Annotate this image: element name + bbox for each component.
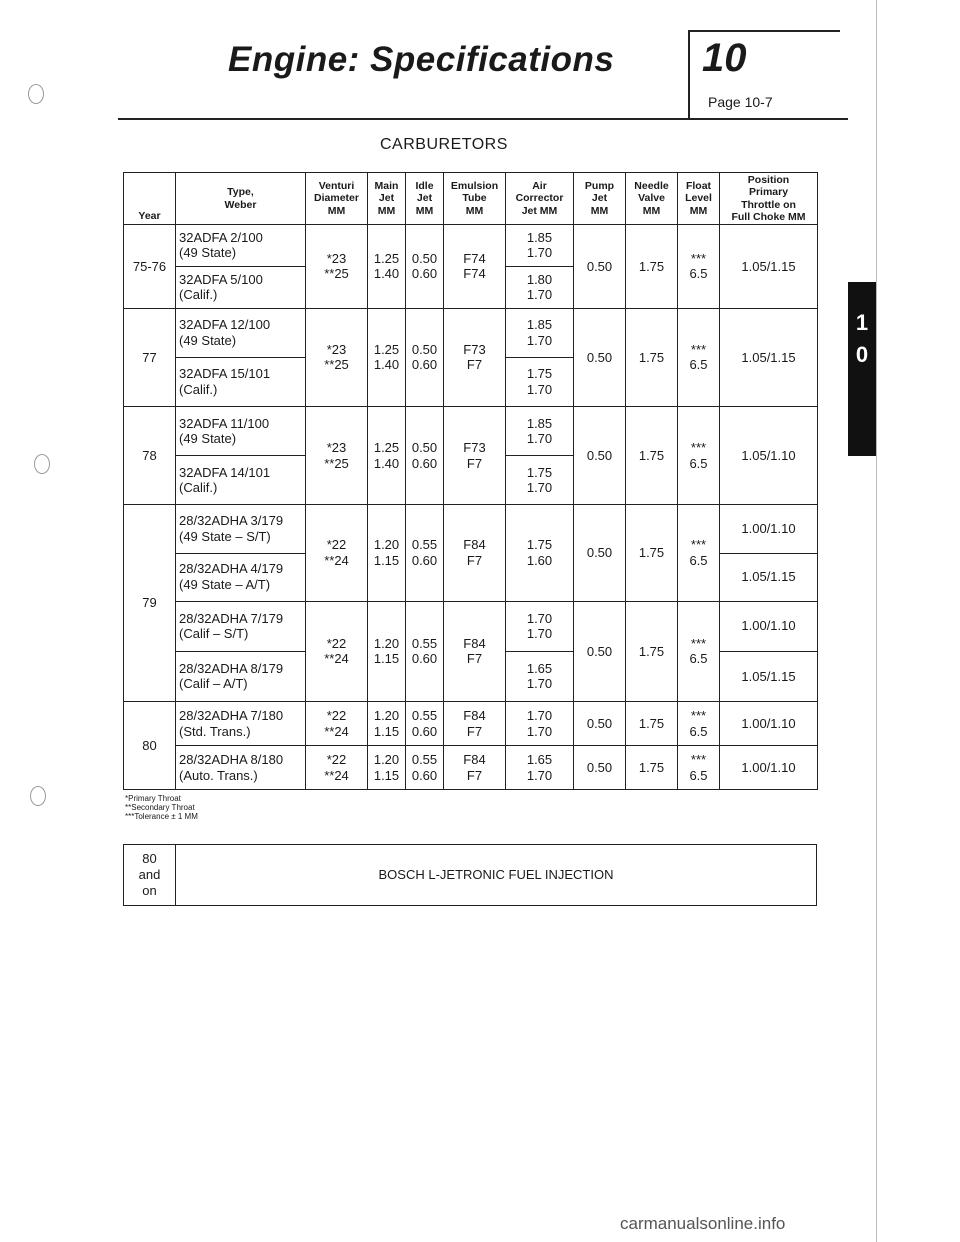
air-corrector-cell: 1.70 1.70 bbox=[506, 702, 574, 746]
needle-valve-cell: 1.75 bbox=[626, 746, 678, 790]
float-level-cell: *** 6.5 bbox=[678, 505, 720, 601]
needle-valve-cell: 1.75 bbox=[626, 308, 678, 406]
watermark: carmanualsonline.info bbox=[620, 1214, 786, 1233]
col-header-air-corrector: Air Corrector Jet MM bbox=[506, 173, 574, 225]
punch-hole-icon bbox=[28, 84, 44, 104]
emulsion-cell: F73 F7 bbox=[444, 407, 506, 505]
throttle-position-cell: 1.00/1.10 bbox=[720, 601, 818, 651]
air-corrector-cell: 1.80 1.70 bbox=[506, 266, 574, 308]
needle-valve-cell: 1.75 bbox=[626, 225, 678, 309]
venturi-cell: *23 **25 bbox=[306, 407, 368, 505]
needle-valve-cell: 1.75 bbox=[626, 702, 678, 746]
venturi-cell: *22 **24 bbox=[306, 702, 368, 746]
pump-jet-cell: 0.50 bbox=[574, 407, 626, 505]
col-header-year: Year bbox=[124, 173, 176, 225]
page-title: Engine: Specifications bbox=[228, 40, 615, 79]
emulsion-cell: F84 F7 bbox=[444, 702, 506, 746]
emulsion-cell: F73 F7 bbox=[444, 308, 506, 406]
section-title: CARBURETORS bbox=[380, 136, 508, 153]
float-level-cell: *** 6.5 bbox=[678, 308, 720, 406]
needle-valve-cell: 1.75 bbox=[626, 407, 678, 505]
chapter-side-tab bbox=[848, 282, 876, 456]
fi-description-cell: BOSCH L-JETRONIC FUEL INJECTION bbox=[176, 845, 817, 906]
header-rule bbox=[118, 118, 848, 120]
air-corrector-cell: 1.85 1.70 bbox=[506, 407, 574, 456]
type-cell: 32ADFA 12/100 (49 State) bbox=[176, 308, 306, 357]
type-cell: 28/32ADHA 4/179 (49 State – A/T) bbox=[176, 553, 306, 601]
air-corrector-cell: 1.75 1.70 bbox=[506, 456, 574, 505]
main-jet-cell: 1.20 1.15 bbox=[368, 505, 406, 601]
pump-jet-cell: 0.50 bbox=[574, 601, 626, 701]
air-corrector-cell: 1.85 1.70 bbox=[506, 225, 574, 267]
throttle-position-cell: 1.05/1.15 bbox=[720, 225, 818, 309]
emulsion-cell: F84 F7 bbox=[444, 505, 506, 601]
header-row bbox=[124, 173, 818, 225]
air-corrector-cell: 1.65 1.70 bbox=[506, 746, 574, 790]
year-cell: 78 bbox=[124, 407, 176, 505]
side-tab-digit: 1 bbox=[855, 310, 869, 335]
float-level-cell: *** 6.5 bbox=[678, 407, 720, 505]
chapter-box bbox=[688, 30, 840, 86]
type-cell: 28/32ADHA 8/180 (Auto. Trans.) bbox=[176, 746, 306, 790]
col-header-main-jet: Main Jet MM bbox=[368, 173, 406, 225]
type-cell: 28/32ADHA 8/179 (Calif – A/T) bbox=[176, 651, 306, 701]
punch-hole-icon bbox=[30, 786, 46, 806]
idle-jet-cell: 0.55 0.60 bbox=[406, 746, 444, 790]
float-level-cell: *** 6.5 bbox=[678, 746, 720, 790]
throttle-position-cell: 1.00/1.10 bbox=[720, 505, 818, 553]
idle-jet-cell: 0.55 0.60 bbox=[406, 601, 444, 701]
idle-jet-cell: 0.50 0.60 bbox=[406, 407, 444, 505]
header-separator bbox=[688, 86, 690, 118]
main-jet-cell: 1.20 1.15 bbox=[368, 702, 406, 746]
air-corrector-cell: 1.75 1.70 bbox=[506, 357, 574, 406]
idle-jet-cell: 0.50 0.60 bbox=[406, 308, 444, 406]
emulsion-cell: F84 F7 bbox=[444, 746, 506, 790]
table-row bbox=[124, 407, 818, 456]
type-cell: 28/32ADHA 3/179 (49 State – S/T) bbox=[176, 505, 306, 553]
throttle-position-cell: 1.05/1.15 bbox=[720, 308, 818, 406]
table-row bbox=[124, 845, 817, 906]
venturi-cell: *23 **25 bbox=[306, 308, 368, 406]
venturi-cell: *22 **24 bbox=[306, 746, 368, 790]
pump-jet-cell: 0.50 bbox=[574, 505, 626, 601]
main-jet-cell: 1.20 1.15 bbox=[368, 746, 406, 790]
emulsion-cell: F74 F74 bbox=[444, 225, 506, 309]
col-header-idle-jet: Idle Jet MM bbox=[406, 173, 444, 225]
main-jet-cell: 1.25 1.40 bbox=[368, 308, 406, 406]
venturi-cell: *22 **24 bbox=[306, 601, 368, 701]
throttle-position-cell: 1.00/1.10 bbox=[720, 702, 818, 746]
carburetor-specs-table bbox=[123, 172, 818, 790]
type-cell: 32ADFA 11/100 (49 State) bbox=[176, 407, 306, 456]
throttle-position-cell: 1.05/1.10 bbox=[720, 407, 818, 505]
footnote-tolerance: ***Tolerance ± 1 MM bbox=[125, 812, 198, 821]
footnotes bbox=[125, 794, 198, 821]
year-cell: 80 bbox=[124, 702, 176, 790]
table-row bbox=[124, 702, 818, 746]
type-cell: 32ADFA 5/100 (Calif.) bbox=[176, 266, 306, 308]
year-cell: 75-76 bbox=[124, 225, 176, 309]
col-header-emulsion: Emulsion Tube MM bbox=[444, 173, 506, 225]
chapter-number: 10 bbox=[702, 36, 747, 80]
pump-jet-cell: 0.50 bbox=[574, 702, 626, 746]
table-row bbox=[124, 505, 818, 553]
table-row bbox=[124, 746, 818, 790]
type-cell: 32ADFA 14/101 (Calif.) bbox=[176, 456, 306, 505]
throttle-position-cell: 1.00/1.10 bbox=[720, 746, 818, 790]
pump-jet-cell: 0.50 bbox=[574, 308, 626, 406]
air-corrector-cell: 1.65 1.70 bbox=[506, 651, 574, 701]
throttle-position-cell: 1.05/1.15 bbox=[720, 553, 818, 601]
page-number: Page 10-7 bbox=[708, 94, 773, 110]
idle-jet-cell: 0.55 0.60 bbox=[406, 702, 444, 746]
table-row bbox=[124, 601, 818, 651]
punch-hole-icon bbox=[34, 454, 50, 474]
main-jet-cell: 1.25 1.40 bbox=[368, 407, 406, 505]
venturi-cell: *22 **24 bbox=[306, 505, 368, 601]
air-corrector-cell: 1.85 1.70 bbox=[506, 308, 574, 357]
table-row bbox=[124, 225, 818, 267]
float-level-cell: *** 6.5 bbox=[678, 601, 720, 701]
air-corrector-cell: 1.75 1.60 bbox=[506, 505, 574, 601]
idle-jet-cell: 0.55 0.60 bbox=[406, 505, 444, 601]
year-cell: 77 bbox=[124, 308, 176, 406]
footnote-primary: *Primary Throat bbox=[125, 794, 181, 803]
table-row bbox=[124, 308, 818, 357]
type-cell: 32ADFA 15/101 (Calif.) bbox=[176, 357, 306, 406]
type-cell: 32ADFA 2/100 (49 State) bbox=[176, 225, 306, 267]
float-level-cell: *** 6.5 bbox=[678, 702, 720, 746]
col-header-needle-valve: Needle Valve MM bbox=[626, 173, 678, 225]
year-cell: 79 bbox=[124, 505, 176, 702]
col-header-type: Type, Weber bbox=[176, 173, 306, 225]
idle-jet-cell: 0.50 0.60 bbox=[406, 225, 444, 309]
col-header-pump-jet: Pump Jet MM bbox=[574, 173, 626, 225]
float-level-cell: *** 6.5 bbox=[678, 225, 720, 309]
pump-jet-cell: 0.50 bbox=[574, 746, 626, 790]
col-header-throttle-position: Position Primary Throttle on Full Choke MM bbox=[720, 173, 818, 225]
fi-year-cell: 80 and on bbox=[124, 845, 176, 906]
venturi-cell: *23 **25 bbox=[306, 225, 368, 309]
fuel-injection-table bbox=[123, 844, 817, 906]
footnote-secondary: **Secondary Throat bbox=[125, 803, 195, 812]
emulsion-cell: F84 F7 bbox=[444, 601, 506, 701]
side-tab-digit: 0 bbox=[855, 342, 869, 367]
type-cell: 28/32ADHA 7/180 (Std. Trans.) bbox=[176, 702, 306, 746]
pump-jet-cell: 0.50 bbox=[574, 225, 626, 309]
margin-line bbox=[876, 0, 877, 1242]
throttle-position-cell: 1.05/1.15 bbox=[720, 651, 818, 701]
needle-valve-cell: 1.75 bbox=[626, 505, 678, 601]
col-header-float-level: Float Level MM bbox=[678, 173, 720, 225]
col-header-venturi: Venturi Diameter MM bbox=[306, 173, 368, 225]
needle-valve-cell: 1.75 bbox=[626, 601, 678, 701]
air-corrector-cell: 1.70 1.70 bbox=[506, 601, 574, 651]
type-cell: 28/32ADHA 7/179 (Calif – S/T) bbox=[176, 601, 306, 651]
main-jet-cell: 1.20 1.15 bbox=[368, 601, 406, 701]
main-jet-cell: 1.25 1.40 bbox=[368, 225, 406, 309]
